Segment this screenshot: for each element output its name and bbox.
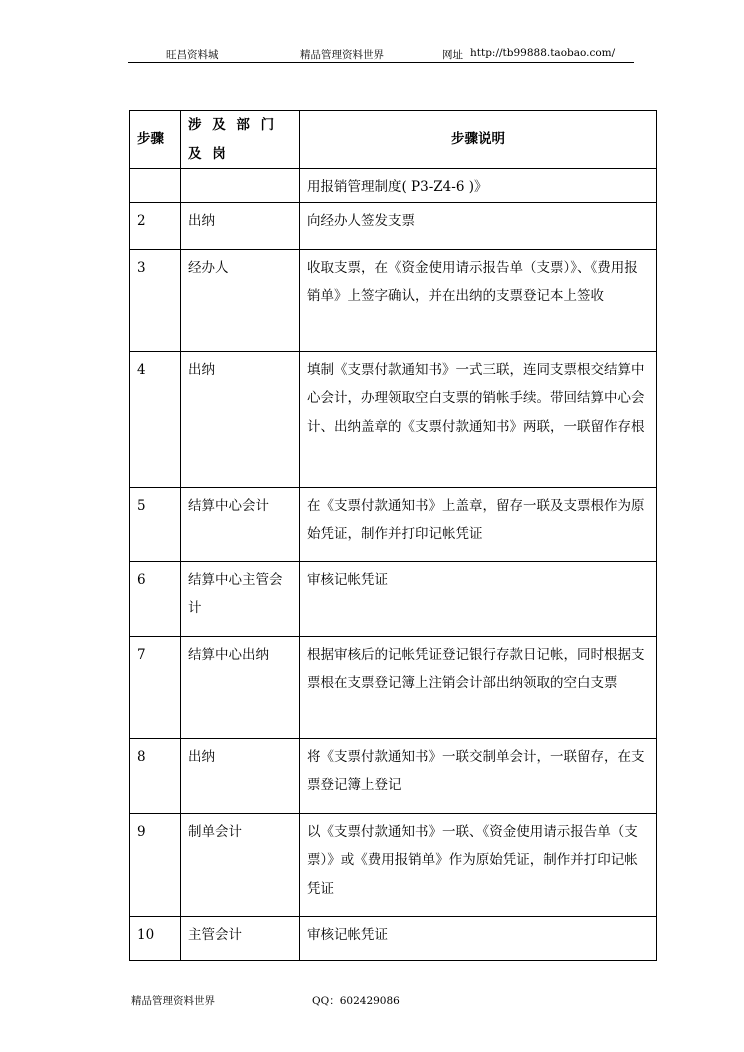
table-row [130,561,657,636]
step-department: 经办人 [181,249,300,351]
step-description: 向经办人签发支票 [300,202,657,249]
header-department: 涉 及 部 门 及 岗 [181,111,300,169]
step-department: 出纳 [181,351,300,487]
header-url-label: 网址 [442,49,463,61]
table-row [130,636,657,738]
header-url[interactable]: http://tb99888.taobao.com/ [470,47,616,59]
step-number: 10 [130,916,181,960]
step-description: 收取支票，在《资金使用请示报告单（支票）》、《费用报销单》上签字确认，并在出纳的支票登记本上签收 [300,249,657,351]
step-department [181,169,300,203]
step-description: 在《支票付款通知书》上盖章，留存一联及支票根作为原始凭证，制作并打印记帐凭证 [300,487,657,561]
table-row [130,738,657,813]
header-step: 步骤 [130,111,181,169]
header-slogan: 精品管理资料世界 [300,49,384,61]
step-number [130,169,181,203]
step-department: 出纳 [181,738,300,813]
step-department: 主管会计 [181,916,300,960]
header-description: 步骤说明 [300,111,657,169]
step-department: 制单会计 [181,813,300,916]
table-row [130,487,657,561]
header-shop-name: 旺昌资料城 [166,49,219,61]
step-number: 3 [130,249,181,351]
step-number: 2 [130,202,181,249]
step-number: 5 [130,487,181,561]
step-description: 审核记帐凭证 [300,561,657,636]
table-row [130,169,657,203]
step-number: 7 [130,636,181,738]
footer-slogan: 精品管理资料世界 [131,995,215,1007]
page-header [128,44,634,63]
process-steps-table [129,110,657,961]
step-number: 6 [130,561,181,636]
table-row [130,202,657,249]
footer-qq: QQ：602429086 [312,995,400,1007]
table-row [130,916,657,960]
step-department: 出纳 [181,202,300,249]
table-row [130,351,657,487]
table-row [130,249,657,351]
step-description: 填制《支票付款通知书》一式三联，连同支票根交结算中心会计，办理领取空白支票的销帐手续。带回结算中心会计、出纳盖章的《支票付款通知书》两联，一联留作存根 [300,351,657,487]
table-row [130,813,657,916]
step-description: 将《支票付款通知书》一联交制单会计，一联留存，在支票登记簿上登记 [300,738,657,813]
step-description: 以《支票付款通知书》一联、《资金使用请示报告单（支票）》或《费用报销单》作为原始凭证，制作并打印记帐凭证 [300,813,657,916]
table-header-row [130,111,657,169]
step-number: 9 [130,813,181,916]
step-department: 结算中心会计 [181,487,300,561]
step-description: 用报销管理制度( P3-Z4-6 )》 [300,169,657,203]
step-description: 根据审核后的记帐凭证登记银行存款日记帐，同时根据支票根在支票登记簿上注销会计部出纳领取的空白支票 [300,636,657,738]
step-department: 结算中心主管会计 [181,561,300,636]
step-number: 4 [130,351,181,487]
step-number: 8 [130,738,181,813]
step-description: 审核记帐凭证 [300,916,657,960]
step-department: 结算中心出纳 [181,636,300,738]
